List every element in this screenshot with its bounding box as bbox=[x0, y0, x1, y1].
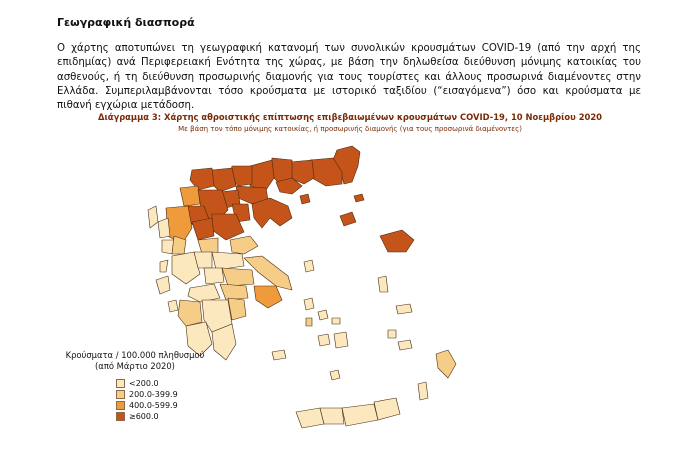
region-skyros bbox=[304, 260, 314, 272]
region-pella bbox=[210, 168, 236, 192]
legend-label: <200.0 bbox=[129, 379, 159, 388]
region-corfu bbox=[148, 206, 158, 228]
region-samothraki bbox=[354, 194, 364, 202]
region-syros bbox=[306, 318, 312, 326]
region-trikala bbox=[192, 218, 214, 240]
description-paragraph: Ο χάρτης αποτυπώνει τη γεωγραφική κατανομή των συνολικών κρουσμάτων COVID-19 (από την αρχή της επιδημίας) ανά Περιφερειακή Ενότητα της χώρας, με βάση την δηλωθείσα διεύθυνση μόνιμης κατοικίας του ασθενούς, ή τη διεύθυνση προσωρινής διαμονής για τους τουρίστες και άλλους προσωρινά διαμένοντες στην Ελλάδα. Συμπεριλαμβάνονται τόσο κρούσματα με ιστορικό ταξιδίου (“εισαγόμενα”) όσο και κρούσματα με πιθανή εγχώρια μετάδοση. bbox=[57, 43, 641, 112]
region-kalymnos bbox=[388, 330, 396, 338]
region-kefalonia bbox=[156, 276, 170, 294]
region-korinthia bbox=[220, 284, 248, 300]
region-lesvos bbox=[380, 230, 414, 252]
legend-item bbox=[116, 401, 178, 410]
region-chalkidiki bbox=[252, 198, 292, 228]
region-rhodes bbox=[436, 350, 456, 378]
region-lefkada bbox=[160, 260, 168, 272]
legend-title-line1: Κρούσματα / 100.000 πληθυσμού bbox=[65, 350, 205, 360]
region-fokida bbox=[204, 268, 224, 284]
region-viotia bbox=[222, 268, 254, 286]
region-heraklion bbox=[342, 404, 378, 426]
region-attica bbox=[254, 286, 282, 308]
legend-swatch bbox=[116, 390, 125, 399]
region-tinos bbox=[318, 310, 328, 320]
region-karpathos bbox=[418, 382, 428, 400]
region-ilia bbox=[178, 300, 202, 326]
region-kastoria bbox=[180, 186, 200, 206]
legend-title-line2: (από Μάρτιο 2020) bbox=[95, 361, 175, 371]
legend-item bbox=[116, 390, 178, 399]
region-mykonos bbox=[332, 318, 340, 324]
region-magnesia bbox=[230, 236, 258, 254]
region-karditsa bbox=[198, 238, 218, 254]
region-kos bbox=[398, 340, 412, 350]
region-naxos bbox=[334, 332, 348, 348]
legend-swatch bbox=[116, 401, 125, 410]
region-chios bbox=[378, 276, 388, 292]
region-lasithi bbox=[374, 398, 400, 420]
legend-label: 200.0-399.9 bbox=[129, 390, 178, 399]
legend-item bbox=[116, 412, 159, 421]
region-serres bbox=[250, 160, 274, 190]
region-chania bbox=[296, 408, 324, 428]
region-lemnos bbox=[340, 212, 356, 226]
region-santorini bbox=[330, 370, 340, 380]
region-samos bbox=[396, 304, 412, 314]
legend-swatch bbox=[116, 379, 125, 388]
legend-swatch bbox=[116, 412, 125, 421]
legend-title bbox=[65, 350, 205, 372]
legend-label: ≥600.0 bbox=[129, 412, 159, 421]
figure-subtitle: Με βάση τον τόπο μόνιμης κατοικίας, ή προσωρινής διαμονής (για τους προσωρινά διαμένοντες) bbox=[178, 125, 522, 133]
region-andros bbox=[304, 298, 314, 310]
legend-label: 400.0-599.9 bbox=[129, 401, 178, 410]
region-paros bbox=[318, 334, 330, 346]
region-achaia bbox=[188, 284, 220, 302]
section-heading: Γεωγραφική διασπορά bbox=[57, 16, 195, 29]
region-rethymno bbox=[320, 408, 344, 424]
region-milos bbox=[272, 350, 286, 360]
figure-title: Διάγραμμα 3: Χάρτης αθροιστικής επίπτωσης επιβεβαιωμένων κρουσμάτων COVID-19, 10 Νοεμβρίου 2020 bbox=[97, 112, 603, 122]
legend-item bbox=[116, 379, 159, 388]
region-thasos bbox=[300, 194, 310, 204]
region-zakynthos bbox=[168, 300, 178, 312]
region-fthiotida bbox=[212, 252, 244, 270]
region-thesprotia bbox=[158, 218, 170, 238]
